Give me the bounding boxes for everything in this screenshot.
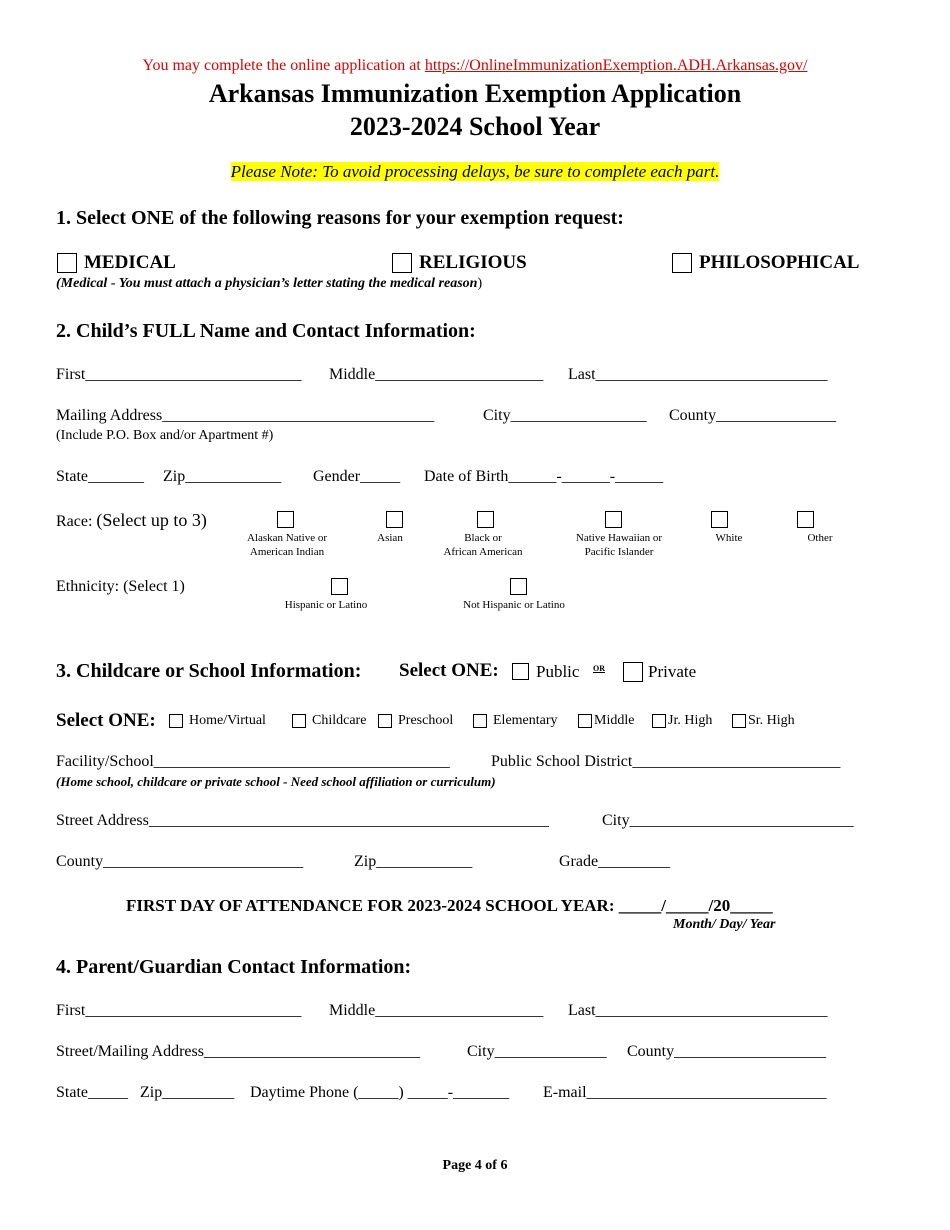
parent-phone-field[interactable]: Daytime Phone (_____) _____-_______ — [250, 1084, 510, 1101]
first-day-field[interactable]: FIRST DAY OF ATTENDANCE FOR 2023-2024 SCHOOL YEAR: _____/_____/20_____ — [126, 896, 773, 915]
philosophical-label: PHILOSOPHICAL — [699, 252, 860, 273]
child-first-field[interactable]: First___________________________ — [56, 366, 302, 383]
level-srhigh-label: Sr. High — [748, 713, 795, 728]
ethnicity-hispanic-label: Hispanic or Latino — [284, 599, 368, 611]
school-county-field[interactable]: County_________________________ — [56, 853, 304, 870]
medical-note — [56, 276, 482, 292]
page-title: Arkansas Immunization Exemption Application — [208, 79, 742, 108]
parent-last-field[interactable]: Last_____________________________ — [568, 1002, 828, 1019]
race-asian-checkbox[interactable] — [386, 511, 403, 528]
private-label: Private — [648, 662, 697, 681]
race-alaskan-line1: Alaskan Native or — [246, 532, 328, 544]
race-alaskan-label — [227, 531, 347, 559]
section2-heading: 2. Child’s FULL Name and Contact Information: — [56, 320, 476, 342]
public-label: Public — [536, 662, 580, 681]
level-preschool-label: Preschool — [398, 713, 454, 728]
child-middle-field[interactable]: Middle_____________________ — [329, 366, 544, 383]
race-label — [56, 510, 207, 531]
public-checkbox[interactable] — [512, 663, 529, 680]
section3-select-one: Select ONE: — [399, 660, 499, 681]
or-label: OR — [593, 664, 605, 673]
child-city-field[interactable]: City_________________ — [483, 407, 647, 424]
section1-heading: 1. Select ONE of the following reasons for your exemption request: — [56, 207, 624, 229]
first-day-format: Month/ Day/ Year — [673, 917, 776, 932]
race-asian-label — [350, 531, 430, 545]
district-field[interactable]: Public School District__________________________ — [491, 753, 841, 770]
school-zip-field[interactable]: Zip____________ — [354, 853, 473, 870]
race-other-checkbox[interactable] — [797, 511, 814, 528]
parent-street-field[interactable]: Street/Mailing Address___________________________ — [56, 1043, 420, 1060]
ethnicity-label: Ethnicity: (Select 1) — [56, 578, 185, 595]
child-state-field[interactable]: State_______ — [56, 468, 144, 485]
parent-first-field[interactable]: First___________________________ — [56, 1002, 302, 1019]
parent-city-field[interactable]: City______________ — [467, 1043, 607, 1060]
medical-checkbox[interactable] — [57, 253, 77, 273]
school-city-field[interactable]: City____________________________ — [602, 812, 854, 829]
child-zip-field[interactable]: Zip____________ — [163, 468, 282, 485]
section3-heading: 3. Childcare or School Information: — [56, 660, 362, 682]
mailing-note: (Include P.O. Box and/or Apartment #) — [56, 428, 274, 443]
child-gender-field[interactable]: Gender_____ — [313, 468, 401, 485]
race-black-checkbox[interactable] — [477, 511, 494, 528]
race-hawaiian-line1: Native Hawaiian or — [575, 532, 663, 544]
level-elementary-checkbox[interactable] — [473, 714, 487, 728]
race-white-label — [689, 531, 769, 545]
online-url-link[interactable]: https://OnlineImmunizationExemption.ADH.Arkansas.gov/ — [424, 57, 808, 74]
online-note — [0, 57, 950, 75]
level-srhigh-checkbox[interactable] — [732, 714, 746, 728]
level-middle-checkbox[interactable] — [578, 714, 592, 728]
race-hawaiian-label — [559, 531, 679, 559]
race-black-line1: Black or — [464, 532, 502, 544]
religious-checkbox[interactable] — [392, 253, 412, 273]
child-county-field[interactable]: County_______________ — [669, 407, 837, 424]
race-asian-line1: Asian — [377, 532, 403, 544]
page-subtitle: 2023-2024 School Year — [349, 112, 601, 141]
page-number: Page 4 of 6 — [442, 1158, 508, 1173]
ethnicity-not-hispanic-label: Not Hispanic or Latino — [463, 599, 565, 611]
level-home-checkbox[interactable] — [169, 714, 183, 728]
level-home-label: Home/Virtual — [189, 713, 266, 728]
parent-zip-field[interactable]: Zip_________ — [140, 1084, 235, 1101]
level-elementary-label: Elementary — [493, 713, 558, 728]
race-black-label — [423, 531, 543, 559]
parent-county-field[interactable]: County___________________ — [627, 1043, 827, 1060]
level-select-one: Select ONE: — [56, 710, 156, 731]
online-note-text: You may complete the online application at — [142, 57, 421, 74]
race-hawaiian-line2: Pacific Islander — [584, 546, 654, 558]
child-mailing-field[interactable]: Mailing Address__________________________________ — [56, 407, 435, 424]
race-other-label — [780, 531, 860, 545]
section4-heading: 4. Parent/Guardian Contact Information: — [56, 956, 412, 978]
school-grade-field[interactable]: Grade_________ — [559, 853, 671, 870]
level-middle-label: Middle — [594, 713, 635, 728]
parent-middle-field[interactable]: Middle_____________________ — [329, 1002, 544, 1019]
race-white-line1: White — [715, 532, 743, 544]
level-jrhigh-checkbox[interactable] — [652, 714, 666, 728]
child-dob-field[interactable]: Date of Birth______-______-______ — [424, 468, 664, 485]
race-other-line1: Other — [807, 532, 833, 544]
parent-state-field[interactable]: State_____ — [56, 1084, 128, 1101]
race-label-text: Race: — [56, 513, 97, 530]
race-hawaiian-checkbox[interactable] — [605, 511, 622, 528]
religious-label: RELIGIOUS — [419, 252, 527, 273]
race-alaskan-line2: American Indian — [249, 546, 325, 558]
medical-note-text: (Medical - You must attach a physician’s letter stating the medical reason — [56, 276, 478, 291]
medical-label: MEDICAL — [84, 252, 176, 273]
race-white-checkbox[interactable] — [711, 511, 728, 528]
race-alaskan-checkbox[interactable] — [277, 511, 294, 528]
ethnicity-hispanic-checkbox[interactable] — [331, 578, 348, 595]
ethnicity-not-hispanic-checkbox[interactable] — [510, 578, 527, 595]
processing-note-text: Please Note: To avoid processing delays, be sure to complete each part. — [230, 162, 720, 181]
level-preschool-checkbox[interactable] — [378, 714, 392, 728]
processing-note — [0, 162, 950, 182]
level-jrhigh-label: Jr. High — [668, 713, 713, 728]
race-select-hint: (Select up to 3) — [96, 510, 207, 530]
private-checkbox[interactable] — [623, 662, 643, 682]
philosophical-checkbox[interactable] — [672, 253, 692, 273]
level-childcare-checkbox[interactable] — [292, 714, 306, 728]
parent-email-field[interactable]: E-mail______________________________ — [543, 1084, 827, 1101]
child-last-field[interactable]: Last_____________________________ — [568, 366, 828, 383]
facility-note: (Home school, childcare or private school - Need school affiliation or curriculum) — [56, 774, 496, 789]
level-childcare-label: Childcare — [312, 713, 367, 728]
medical-note-close: ) — [477, 276, 483, 291]
facility-field[interactable]: Facility/School_____________________________________ — [56, 753, 450, 770]
school-street-field[interactable]: Street Address__________________________________________________ — [56, 812, 549, 829]
race-black-line2: African American — [443, 546, 523, 558]
